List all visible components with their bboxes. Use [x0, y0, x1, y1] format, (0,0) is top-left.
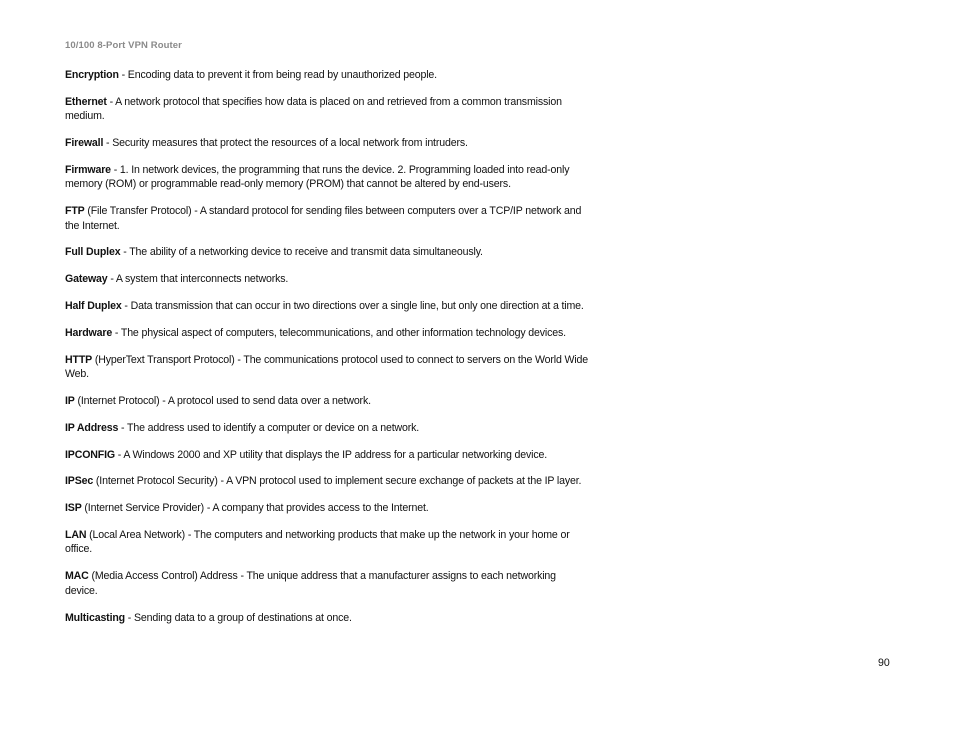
glossary-definition: - A network protocol that specifies how data is placed on and retrieved from a common transmission medium.	[65, 95, 562, 123]
glossary-term: Firewall	[65, 137, 104, 150]
glossary-definition: (Internet Service Provider) - A company that provides access to the Internet.	[81, 502, 429, 515]
glossary-term: Half Duplex	[65, 300, 122, 313]
glossary-term: FTP	[65, 205, 85, 218]
glossary-term: Encryption	[65, 69, 119, 81]
glossary-term: HTTP	[65, 353, 93, 366]
glossary-term: Ethernet	[65, 95, 107, 108]
glossary-definition: - The physical aspect of computers, telecommunications, and other information technology devices.	[112, 326, 566, 339]
glossary-entry-ethernet	[65, 95, 590, 124]
glossary-definition: - A system that interconnects networks.	[107, 273, 289, 286]
glossary-term: Full Duplex	[65, 246, 121, 259]
glossary-list	[65, 68, 590, 637]
glossary-definition: - The address used to identify a computer or device on a network.	[118, 421, 420, 434]
glossary-term: ISP	[65, 502, 82, 515]
glossary-entry-multicasting	[65, 611, 590, 626]
running-header: 10/100 8-Port VPN Router	[65, 40, 182, 51]
glossary-term: MAC	[65, 570, 89, 583]
glossary-term: IPSec	[65, 475, 94, 488]
glossary-entry-ftp	[65, 204, 590, 233]
glossary-definition: - A Windows 2000 and XP utility that displays the IP address for a particular networking device.	[115, 448, 548, 461]
glossary-entry-isp	[65, 501, 590, 516]
glossary-term: LAN	[65, 528, 87, 541]
glossary-entry-firmware	[65, 163, 590, 192]
glossary-entry-gateway	[65, 272, 590, 287]
glossary-definition: (File Transfer Protocol) - A standard protocol for sending files between computers over a TCP/IP network and the Internet.	[65, 205, 582, 232]
glossary-entry-encryption	[65, 68, 590, 83]
glossary-term: Hardware	[65, 326, 113, 339]
glossary-entry-mac	[65, 569, 590, 598]
glossary-term: Multicasting	[65, 611, 125, 624]
glossary-entry-firewall	[65, 136, 590, 151]
glossary-entry-ipconfig	[65, 448, 590, 463]
glossary-entry-http	[65, 353, 590, 382]
glossary-definition: (Internet Protocol Security) - A VPN protocol used to implement secure exchange of packets at the IP layer.	[93, 475, 582, 488]
glossary-term: IP Address	[65, 421, 119, 434]
page-number: 90	[878, 657, 890, 669]
glossary-entry-ip	[65, 394, 590, 409]
glossary-definition: - Data transmission that can occur in two directions over a single line, but only one direction at a time.	[121, 300, 584, 313]
glossary-entry-full-duplex	[65, 245, 590, 260]
glossary-entry-hardware	[65, 326, 590, 341]
glossary-definition: (HyperText Transport Protocol) - The communications protocol used to connect to servers on the World Wide Web.	[65, 353, 589, 381]
glossary-definition: - Security measures that protect the resources of a local network from intruders.	[103, 137, 468, 150]
glossary-definition: - Encoding data to prevent it from being read by unauthorized people.	[118, 69, 437, 81]
glossary-definition: (Internet Protocol) - A protocol used to send data over a network.	[74, 394, 371, 407]
glossary-definition: - Sending data to a group of destinations at once.	[125, 611, 352, 624]
glossary-definition: (Media Access Control) Address - The unique address that a manufacturer assigns to each networking device.	[65, 570, 556, 597]
glossary-definition: - The ability of a networking device to receive and transmit data simultaneously.	[120, 246, 483, 259]
glossary-entry-lan	[65, 528, 590, 557]
glossary-definition: - 1. In network devices, the programming that runs the device. 2. Programming loaded into read-only memory (ROM) or programmable read-only memory (PROM) that cannot be altered by end-users.	[65, 163, 570, 191]
glossary-entry-half-duplex	[65, 299, 590, 314]
glossary-term: Gateway	[65, 273, 108, 286]
glossary-term: IP	[65, 394, 75, 407]
glossary-entry-ip-address	[65, 421, 590, 436]
glossary-term: IPCONFIG	[65, 448, 116, 461]
glossary-entry-ipsec	[65, 474, 590, 489]
glossary-term: Firmware	[65, 163, 111, 176]
glossary-definition: (Local Area Network) - The computers and networking products that make up the network in your home or office.	[65, 528, 570, 556]
